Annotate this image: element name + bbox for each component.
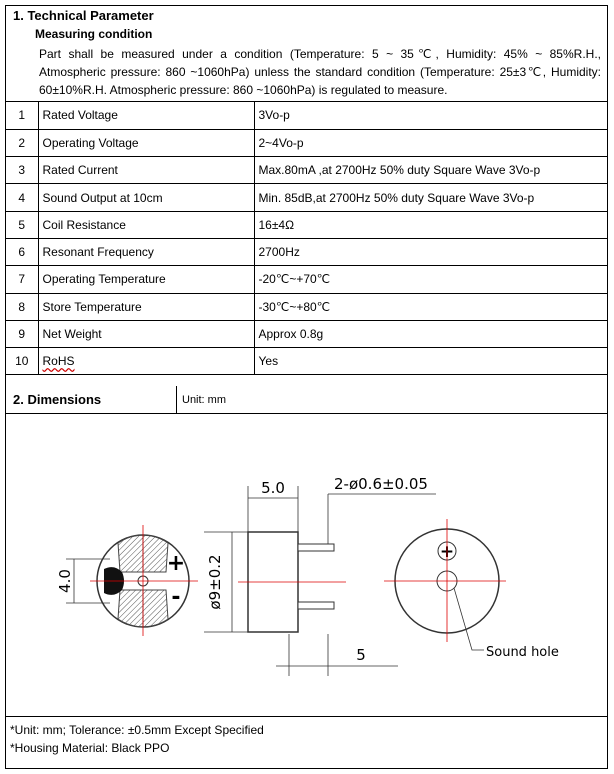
row-number: 6: [6, 238, 38, 265]
sound-hole-label: Sound hole: [486, 645, 559, 660]
param-name: Coil Resistance: [38, 211, 254, 238]
spec-sheet: [5, 5, 608, 769]
param-name: Rated Voltage: [38, 102, 254, 129]
param-value: Min. 85dB,at 2700Hz 50% duty Square Wave 3Vo-p: [254, 184, 607, 211]
param-value: -20℃~+70℃: [254, 266, 607, 293]
table-row: [6, 102, 607, 129]
param-name: Sound Output at 10cm: [38, 184, 254, 211]
dimensions-title: 2. Dimensions: [13, 392, 102, 407]
dim-pins-label: 2-ø0.6±0.05: [334, 475, 428, 493]
row-number: 8: [6, 293, 38, 320]
hatch-lower-left: [118, 590, 143, 627]
pin-lower: [298, 602, 334, 609]
param-value: 3Vo-p: [254, 102, 607, 129]
row-number: 9: [6, 320, 38, 347]
table-row: [6, 184, 607, 211]
table-row: [6, 129, 607, 156]
param-name: Rated Current: [38, 157, 254, 184]
row-number: 3: [6, 157, 38, 184]
side-view: [204, 475, 436, 676]
param-name: Store Temperature: [38, 293, 254, 320]
dim-diameter-label: ø9±0.2: [206, 554, 224, 610]
header-divider: [176, 386, 177, 414]
param-value: 16±4Ω: [254, 211, 607, 238]
material-note: *Housing Material: Black PPO: [10, 741, 170, 755]
dim-pin-spacing-label: 5: [356, 646, 366, 664]
row-number: 5: [6, 211, 38, 238]
table-row: [6, 266, 607, 293]
dim-width-label: 5.0: [261, 479, 285, 497]
row-number: 10: [6, 348, 38, 375]
param-value: Approx 0.8g: [254, 320, 607, 347]
param-value: Yes: [254, 348, 607, 375]
unit-label: Unit: mm: [182, 394, 226, 406]
hatch-upper-left: [118, 535, 143, 572]
row-number: 7: [6, 266, 38, 293]
front-view: [56, 525, 198, 636]
parameter-table: [6, 102, 607, 375]
param-name: [38, 348, 254, 375]
dimensions-header: [6, 386, 607, 414]
param-name: Operating Temperature: [38, 266, 254, 293]
row-number: 1: [6, 102, 38, 129]
param-value: 2~4Vo-p: [254, 129, 607, 156]
table-row: [6, 293, 607, 320]
pin-plus-sign: +: [439, 542, 455, 562]
param-value: Max.80mA ,at 2700Hz 50% duty Square Wave 3Vo-p: [254, 157, 607, 184]
measuring-condition-text: Part shall be measured under a condition (Temperature: 5 ~ 35℃, Humidity: 45% ~ 85%R.H., Atmospheric pressure: 860 ~1060hPa) unless the standard condition (Temperature: 25±3℃, Humidity: 60±10%R.H. Atmospheric pressure: 860 ~1060hPa) is regulated to measure.: [39, 47, 601, 97]
leader-line: [454, 588, 484, 650]
table-row: [6, 211, 607, 238]
section-title: 1. Technical Parameter: [13, 8, 154, 23]
rohs-label: RoHS: [42, 354, 75, 369]
param-name: Operating Voltage: [38, 129, 254, 156]
section-subtitle: Measuring condition: [35, 27, 153, 41]
table-row: [6, 348, 607, 375]
notes: [10, 721, 264, 757]
table-row: [6, 320, 607, 347]
dim-height-label: 4.0: [56, 569, 74, 593]
param-name: Net Weight: [38, 320, 254, 347]
row-number: 2: [6, 129, 38, 156]
param-value: -30℃~+80℃: [254, 293, 607, 320]
dimension-drawing: [6, 414, 607, 717]
plus-sign: +: [166, 551, 186, 576]
drawing-svg: [6, 414, 607, 717]
pin-upper: [298, 544, 334, 551]
rear-view: [384, 519, 559, 660]
technical-parameter-section: [6, 6, 607, 102]
hatch-lower-right: [143, 590, 168, 627]
row-number: 4: [6, 184, 38, 211]
param-value: 2700Hz: [254, 238, 607, 265]
minus-sign: -: [171, 585, 181, 610]
tolerance-note: *Unit: mm; Tolerance: ±0.5mm Except Specified: [10, 723, 264, 737]
table-row: [6, 238, 607, 265]
param-name: Resonant Frequency: [38, 238, 254, 265]
hatch-upper-right: [143, 535, 168, 572]
table-row: [6, 157, 607, 184]
